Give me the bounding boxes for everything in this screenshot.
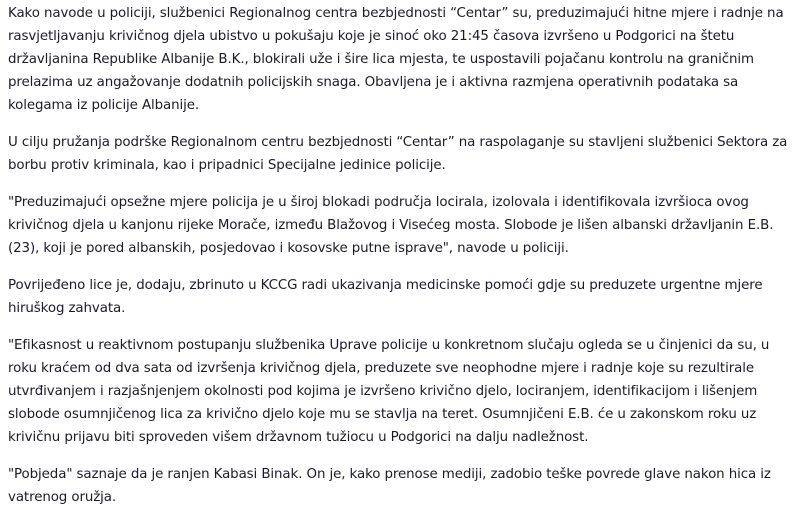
- article-paragraph-6: "Pobjeda" saznaje da je ranjen Kabasi Binak. On je, kako prenose mediji, zadobio teške povrede glave nakon hica iz vatrenog oružja.: [8, 467, 771, 505]
- article-paragraph-1: Kako navode u policiji, službenici Regionalnog centra bezbjednosti “Centar” su, preduzimajući hitne mjere i radnje na rasvjetljavanju krivičnog djela ubistvo u pokušaju koje je sinoć oko 21:45 časova izvršeno u Podgorici na štetu državljanina Republike Albanije B.K., blokirali uže i šire lica mjesta, te uspostavili pojačanu kontrolu na graničnim prelazima uz angažovanje dodatnih policijskih snaga. Obavljena je i aktivna razmjena operativnih podataka sa kolegama iz policije Albanije.: [8, 6, 784, 113]
- article-paragraph-3: "Preduzimajući opsežne mjere policija je u široj blokadi područja locirala, izolovala i identifikovala izvršioca ovog krivičnog djela u kanjonu rijeke Morače, između Blažovog i Visećeg mosta. Slobode je lišen albanski državljanin E.B. (23), koji je pored albanskih, posjedovao i kosovske putne isprave", navode u policiji.: [8, 195, 774, 256]
- article-paragraph-2: U cilju pružanja podrške Regionalnom centru bezbjednosti “Centar” na raspolaganje su stavljeni službenici Sektora za borbu protiv kriminala, kao i pripadnici Specijalne jedinice policije.: [8, 135, 788, 173]
- article-paragraph-4: Povrijeđeno lice je, dodaju, zbrinuto u KCCG radi ukazivanja medicinske pomoći gdje su preduzete urgentne mjere hiruškog zahvata.: [8, 278, 763, 316]
- article-paragraph-5: "Efikasnost u reaktivnom postupanju službenika Uprave policije u konkretnom slučaju ogleda se u činjenici da su, u roku kraćem od dva sata od izvršenja krivičnog djela, preduzete sve neophodne mjere i radnje koje su rezultirale utvrđivanjem i razjašnjenjem okolnosti pod kojima je izvršeno krivično djelo, lociranjem, identifikacijom i lišenjem slobode osumnjičenog lica za krivično djelo koje mu se stavlja na teret. Osumnjičeni E.B. će u zakonskom roku uz krivičnu prijavu biti sproveden višem državnom tužiocu u Podgorici na dalju nadležnost.: [8, 338, 770, 445]
